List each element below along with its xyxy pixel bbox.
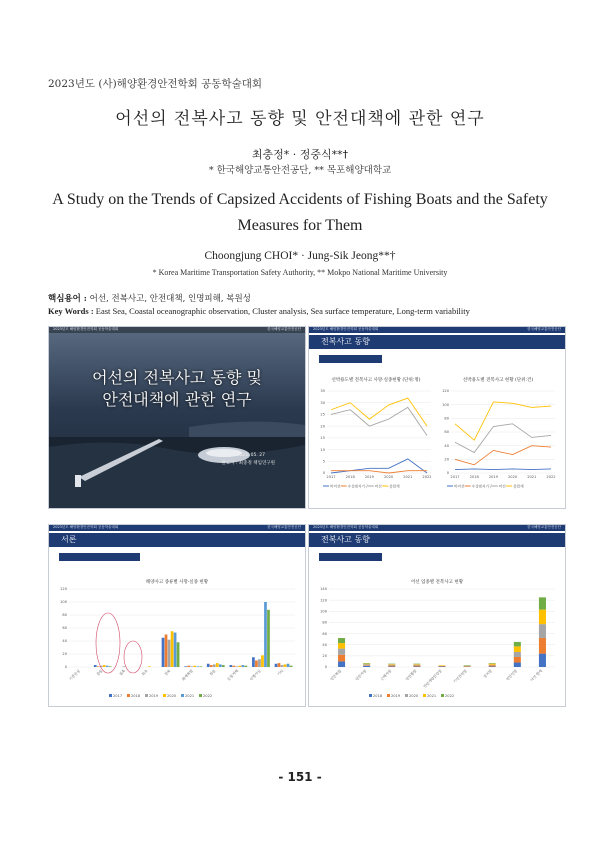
y-tick-label: 60 (444, 430, 449, 435)
y-tick-label: 100 (442, 402, 449, 407)
category-label: 근해자망 (379, 668, 393, 682)
series-line (331, 471, 427, 473)
authors-korean: 최충정* · 정중식**† (251, 148, 349, 161)
slide3-heading-bar (49, 533, 305, 547)
cover-title-line1: 어선의 전복사고 동향 및 (92, 368, 262, 387)
bar (219, 664, 222, 667)
bar-segment (514, 652, 521, 657)
legend-label: 2019 (149, 693, 159, 698)
slide2-heading-bar (309, 335, 565, 349)
bar-segment (539, 638, 546, 654)
bar-segment (413, 665, 420, 666)
bar-segment (514, 646, 521, 652)
x-tick-label: 2019 (364, 475, 374, 479)
bar (258, 659, 261, 667)
legend-swatch (199, 694, 202, 697)
bar-segment (388, 665, 395, 666)
y-tick-label: 0 (324, 665, 327, 670)
slide-cover (48, 326, 306, 509)
bar (287, 664, 290, 667)
slide-introduction (48, 524, 306, 707)
bar-segment (514, 642, 521, 646)
legend-label: 2020 (167, 693, 177, 698)
y-tick-label: 80 (322, 620, 327, 625)
y-tick-label: 120 (442, 389, 449, 394)
y-tick-label: 120 (60, 587, 67, 592)
legend-swatch (145, 694, 148, 697)
legend-label: 2020 (409, 693, 419, 698)
legend-label: 총합계 (513, 484, 524, 489)
bar-segment (363, 666, 370, 667)
bar (109, 666, 112, 667)
slide-header-right: 한국해양교통안전공단 (267, 525, 301, 529)
legend-swatch (127, 694, 130, 697)
category-label: 전복 (163, 668, 172, 677)
category-label: 연안개량안강망 (422, 668, 443, 689)
bar-segment (363, 664, 370, 665)
bar (97, 666, 100, 667)
bar (252, 657, 255, 667)
category-label: 연안자망 (354, 668, 368, 682)
bar-segment (514, 663, 521, 667)
category-label: 침몰 (208, 668, 217, 677)
x-tick-label: 2022 (422, 475, 432, 479)
slide2-subheading-tag (319, 355, 382, 372)
y-tick-label: 0 (64, 665, 67, 670)
x-tick-label: 2018 (469, 475, 479, 479)
y-tick-label: 140 (320, 587, 327, 592)
line-chart-accidents (437, 385, 561, 503)
legend-swatch (387, 694, 390, 697)
y-tick-label: 20 (322, 654, 327, 659)
bar (255, 661, 258, 668)
series-line (455, 402, 551, 440)
bar-segment (514, 657, 521, 663)
bar-segment (438, 666, 445, 667)
y-tick-label: 60 (322, 631, 327, 636)
bar (106, 666, 109, 667)
legend-label: 수상레저기구 (471, 484, 493, 489)
chart3-title: 해양사고 종류별 사망·실종 현황 (145, 580, 209, 585)
bar-segment (338, 655, 345, 662)
bar-segment (338, 638, 345, 643)
legend-label: 2017 (113, 693, 123, 698)
y-tick-label: 25 (320, 412, 325, 417)
category-label: 기선권현망 (452, 668, 468, 684)
bar-segment (338, 649, 345, 655)
bar (122, 666, 125, 667)
bar-segment (539, 597, 546, 609)
keywords-korean-label: 핵심용어 : (48, 294, 87, 304)
x-tick-label: 2020 (508, 475, 518, 479)
highlight-ellipse (96, 613, 120, 673)
y-tick-label: 20 (320, 424, 325, 429)
conference-name: 2023년도 (사)해양환경안전학회 공동학술대회 (48, 78, 263, 90)
bar-segment (388, 666, 395, 667)
y-tick-label: 60 (62, 626, 67, 631)
legend-label: 2019 (391, 693, 401, 698)
bar-segment (464, 665, 471, 666)
legend-swatch (163, 694, 166, 697)
bar (94, 665, 97, 667)
bar (222, 665, 225, 667)
chart4-title: 어선 업종별 전복사고 현황 (410, 580, 464, 585)
legend-label: 비어선 (454, 484, 465, 489)
bar-chart-accident-types (53, 585, 301, 703)
bar (275, 664, 278, 667)
bar (148, 666, 151, 667)
slide4-heading-bar (309, 533, 565, 547)
bar-segment (539, 624, 546, 638)
bar (229, 665, 232, 667)
legend-label: 어선 (374, 484, 382, 489)
slide3-subheading: 최근 5년간 사고종류별 사망·실종자 (65, 565, 135, 570)
category-label: 기관손상 (68, 668, 82, 682)
legend-label: 2018 (131, 693, 141, 698)
bar-segment (413, 664, 420, 665)
slide4-subheading: 어선 업종별 전복사고현황 (325, 565, 376, 570)
keywords-korean-text: 어선, 전복사고, 안전대책, 인명피해, 복원성 (89, 294, 251, 304)
y-tick-label: 15 (320, 436, 325, 441)
legend-label: 2022 (203, 693, 213, 698)
bar-segment (413, 666, 420, 667)
bar (239, 666, 242, 667)
category-label: 어선 합계 (529, 668, 544, 683)
bar-segment (338, 643, 345, 649)
slide4-heading: 전복사고 동향 (321, 535, 370, 544)
bar (207, 664, 210, 667)
category-label: 화재폭발 (181, 668, 195, 682)
bar-segment (539, 654, 546, 667)
affiliations-korean: * 한국해양교통안전공단, ** 목포해양대학교 (208, 165, 392, 176)
bar (261, 655, 264, 667)
legend-label: 비어선 (330, 484, 341, 489)
x-tick-label: 2021 (527, 475, 537, 479)
x-tick-label: 2017 (450, 475, 460, 479)
legend-label: 수상레저기구 (347, 484, 369, 489)
cover-title (49, 367, 305, 411)
bar (232, 666, 235, 667)
category-label: 충돌 (95, 668, 104, 677)
title-english: A Study on the Trends of Capsized Accidents of Fishing Boats and the Safety Measures for Them (52, 191, 548, 234)
series-line (331, 398, 427, 426)
legend-swatch (109, 694, 112, 697)
bar (103, 665, 106, 667)
slide2-subheading: 선박용도별 전복사고 현황 (325, 367, 376, 372)
bar (177, 642, 180, 667)
x-tick-label: 2022 (546, 475, 556, 479)
bar (162, 638, 165, 667)
bar-segment (363, 665, 370, 666)
bar (290, 666, 293, 667)
affiliations-english: * Korea Maritime Transportation Safety Authority, ** Mokpo National Maritime University (152, 268, 448, 277)
category-label: 운항저해 (226, 668, 240, 682)
legend-swatch (369, 694, 372, 697)
chart2-title: 선박용도별 전복사고 현황 (단위:건) (462, 378, 534, 383)
bar-segment (438, 666, 445, 667)
line-chart-casualties (313, 385, 437, 503)
bar-segment (413, 664, 420, 665)
legend-swatch (405, 694, 408, 697)
y-tick-label: 100 (320, 609, 327, 614)
bar (213, 664, 216, 667)
bar-segment (464, 666, 471, 667)
highlight-ellipse (124, 641, 142, 673)
legend-swatch (181, 694, 184, 697)
slide-fishery-types (308, 524, 566, 707)
bar-segment (363, 663, 370, 664)
slide-header-right: 한국해양교통안전공단 (267, 327, 301, 331)
y-tick-label: 30 (320, 400, 325, 405)
slide3-top-bar (49, 525, 305, 531)
legend-swatch (423, 694, 426, 697)
bar (284, 664, 287, 667)
series-line (455, 446, 551, 465)
legend-label: 2021 (427, 693, 437, 698)
legend-label: 2022 (445, 693, 455, 698)
x-tick-label: 2019 (488, 475, 498, 479)
bar (216, 663, 219, 667)
slide4-top-bar (309, 525, 565, 531)
legend-swatch (441, 694, 444, 697)
bar (281, 665, 284, 667)
slide3-subheading-tag (59, 553, 140, 570)
bar-segment (388, 664, 395, 665)
x-tick-label: 2021 (403, 475, 413, 479)
bar-segment (489, 666, 496, 667)
bar-segment (363, 664, 370, 665)
cover-seascape-illustration (49, 327, 305, 508)
legend-label: 2021 (185, 693, 195, 698)
bar (210, 665, 213, 667)
bar (165, 635, 168, 668)
bar-segment (489, 665, 496, 666)
bar-segment (489, 665, 496, 666)
category-label: 연안선망 (505, 668, 519, 682)
category-label: 인명사상 (249, 668, 262, 682)
y-tick-label: 40 (62, 639, 67, 644)
bar-segment (438, 665, 445, 666)
bar (171, 631, 174, 667)
x-tick-label: 2018 (345, 475, 355, 479)
y-tick-label: 5 (322, 459, 325, 464)
bar (264, 602, 267, 667)
cover-date: 2023. 05. 27 (236, 453, 265, 458)
y-tick-label: 40 (322, 642, 327, 647)
bar (278, 663, 281, 667)
bar (267, 610, 270, 667)
y-tick-label: 80 (62, 613, 67, 618)
bar-segment (464, 666, 471, 667)
stacked-bar-chart-fishery-types (313, 585, 561, 703)
y-tick-label: 10 (320, 447, 325, 452)
chart1-title: 선박용도별 전복사고 사망·실종현황 (단위:명) (331, 378, 421, 383)
keywords-korean (48, 292, 251, 304)
slide3-heading: 서론 (61, 535, 77, 544)
bar (242, 665, 245, 667)
slide2-heading: 전복사고 동향 (321, 337, 370, 346)
cover-presenter: 발표자 : 최충정 책임연구원 (221, 461, 275, 466)
y-tick-label: 20 (62, 652, 67, 657)
slide-header-right: 한국해양교통안전공단 (527, 327, 561, 331)
slide-header-right: 한국해양교통안전공단 (527, 525, 561, 529)
x-tick-label: 2020 (384, 475, 394, 479)
authors-english: Choongjung CHOI* · Jung-Sik Jeong**† (204, 250, 396, 262)
series-line (455, 424, 551, 453)
bar (199, 666, 202, 667)
page-number: - 151 - (278, 770, 322, 784)
bar-segment (539, 610, 546, 624)
y-tick-label: 0 (322, 471, 325, 476)
x-tick-label: 2017 (326, 475, 336, 479)
category-label: 연안통발 (404, 668, 418, 682)
series-line (455, 469, 551, 470)
y-tick-label: 120 (320, 598, 327, 603)
slide-header-left: 2023년도 해양환경안전학회 공동학술대회 (53, 327, 119, 331)
y-tick-label: 0 (446, 471, 449, 476)
legend-label: 어선 (498, 484, 506, 489)
bar (168, 640, 171, 667)
bar-segment (489, 664, 496, 665)
legend-label: 총합계 (389, 484, 400, 489)
cover-title-line2: 안전대책에 관한 연구 (102, 390, 252, 409)
keywords-english (48, 306, 470, 316)
bar (193, 666, 196, 667)
bar (187, 666, 190, 667)
bar (196, 666, 199, 667)
category-label: 좌초 (141, 668, 149, 677)
bar-segment (388, 665, 395, 666)
keywords-english-label: Key Words : (48, 306, 94, 316)
y-tick-label: 100 (60, 600, 67, 605)
category-label: 기타 (276, 668, 285, 677)
bar-segment (413, 665, 420, 666)
slide-header-left: 2023년도 해양환경안전학회 공동학술대회 (313, 327, 379, 331)
bar (190, 666, 193, 667)
y-tick-label: 20 (444, 457, 449, 462)
bar-segment (388, 664, 395, 665)
bar (235, 666, 238, 667)
category-label: 접촉 (118, 668, 127, 677)
slide4-subheading-tag (319, 553, 382, 570)
slide2-top-bar (309, 327, 565, 333)
y-tick-label: 80 (444, 416, 449, 421)
title-korean: 어선의 전복사고 동향 및 안전대책에 관한 연구 (115, 109, 485, 129)
keywords-english-text: East Sea, Coastal oceanographic observation, Cluster analysis, Sea surface temperature, Long-term variability (95, 306, 470, 316)
slide-header-left: 2023년도 해양환경안전학회 공동학술대회 (313, 525, 379, 529)
bar (245, 666, 248, 667)
category-label: 연안복합 (329, 668, 343, 682)
legend-label: 2018 (373, 693, 383, 698)
slide-header-left: 2023년도 해양환경안전학회 공동학술대회 (53, 525, 119, 529)
slide-trend-lines (308, 326, 566, 509)
bar (174, 633, 177, 667)
y-tick-label: 35 (320, 389, 325, 394)
bar (184, 666, 187, 667)
bar-segment (489, 663, 496, 664)
y-tick-label: 40 (444, 443, 449, 448)
category-label: 정치망 (482, 668, 493, 680)
bar-segment (338, 661, 345, 667)
